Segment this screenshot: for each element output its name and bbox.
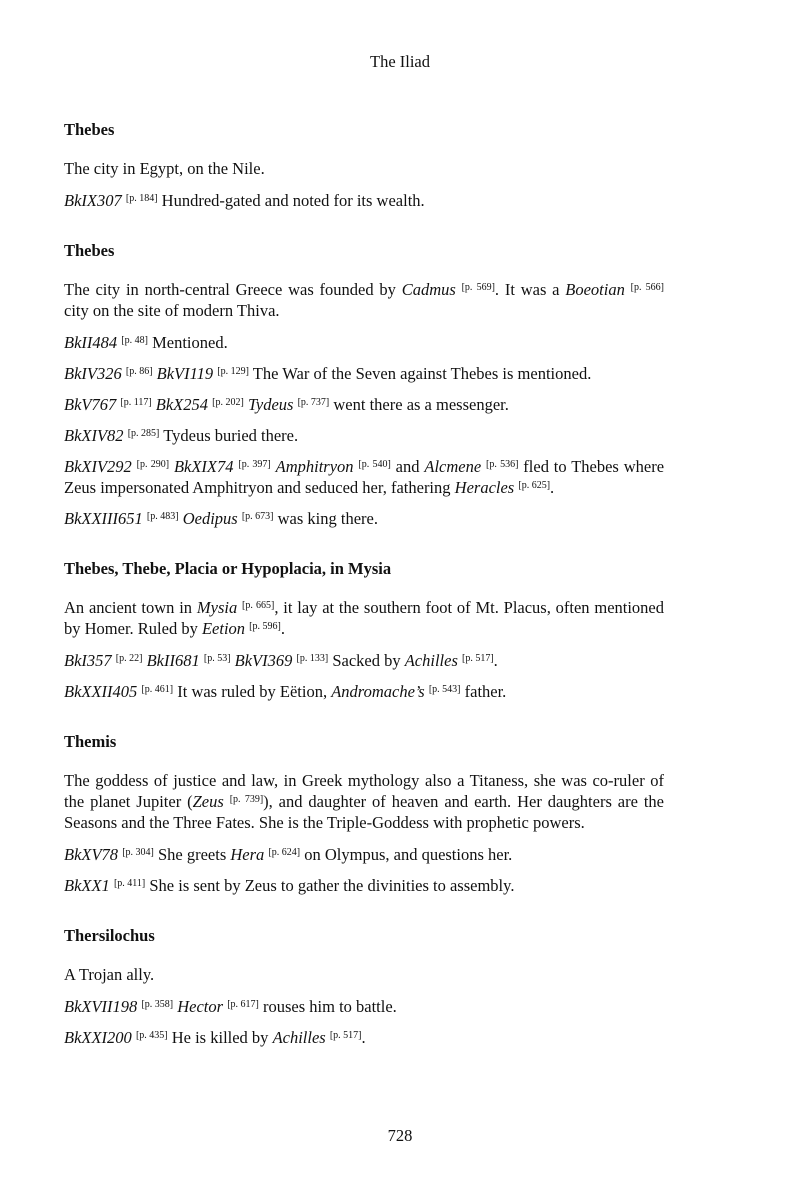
running-head: The Iliad: [369, 52, 430, 71]
book-reference[interactable]: BkX254: [155, 395, 209, 414]
book-reference[interactable]: BkXIV82: [64, 426, 124, 445]
reference-line: BkXIV82 [p. 285] Tydeus buried there.: [64, 426, 299, 445]
book-reference[interactable]: BkXX1: [64, 876, 110, 895]
reference-line: BkXXII405 [p. 461] It was ruled by Eëtion, Andromache’s [p. 543] father.: [64, 682, 507, 701]
page-reference[interactable]: [p. 285]: [127, 428, 160, 439]
entry-description: An ancient town in Mysia [p. 665], it lay at the southern foot of Mt. Placus, often mentioned by Homer. Ruled by Eetion [p. 596].: [64, 598, 665, 638]
cross-reference-link[interactable]: Alcmene: [424, 457, 482, 476]
page-reference[interactable]: [p. 435]: [135, 1030, 168, 1041]
page-reference[interactable]: [p. 86]: [125, 366, 153, 377]
cross-reference-link[interactable]: Mysia: [196, 598, 238, 617]
page-reference[interactable]: [p. 48]: [121, 335, 148, 346]
reference-line: BkXXI200 [p. 435] He is killed by Achilles [p. 517].: [64, 1028, 366, 1047]
book-reference[interactable]: BkI357: [64, 651, 112, 670]
page-reference[interactable]: [p. 22]: [115, 653, 143, 664]
page-reference[interactable]: [p. 129]: [217, 366, 249, 377]
page-reference[interactable]: [p. 53]: [203, 653, 231, 664]
cross-reference-link[interactable]: Oedipus: [182, 509, 238, 528]
book-reference[interactable]: BkVI119: [156, 364, 214, 383]
cross-reference-link[interactable]: Hera: [230, 845, 265, 864]
page-reference[interactable]: [p. 517]: [329, 1030, 362, 1041]
page-reference[interactable]: [p. 737]: [297, 397, 330, 408]
glossary-content: [64, 120, 664, 1078]
reference-line: BkXX1 [p. 411] She is sent by Zeus to gather the divinities to assembly.: [64, 876, 515, 895]
entry-thebes-egypt: [64, 120, 664, 211]
cross-reference-link[interactable]: Tydeus: [247, 395, 294, 414]
entry-title: Thebes, Thebe, Placia or Hypoplacia, in Mysia: [64, 559, 392, 578]
page-reference[interactable]: [p. 397]: [238, 459, 271, 470]
entry-title: Thebes: [64, 241, 115, 260]
page-reference[interactable]: [p. 517]: [462, 653, 494, 664]
page-reference[interactable]: [p. 596]: [249, 621, 281, 632]
book-reference[interactable]: BkXXII405: [64, 682, 138, 701]
cross-reference-link[interactable]: Zeus: [192, 792, 224, 811]
page-reference[interactable]: [p. 290]: [136, 459, 170, 470]
page-reference[interactable]: [p. 184]: [125, 193, 158, 204]
cross-reference-link[interactable]: Hector: [177, 997, 224, 1016]
book-reference[interactable]: BkXV78: [64, 845, 119, 864]
page-reference[interactable]: [p. 536]: [486, 459, 519, 470]
page-reference[interactable]: [p. 461]: [141, 684, 174, 695]
cross-reference-link[interactable]: Amphitryon: [275, 457, 354, 476]
cross-reference-link[interactable]: Achilles: [272, 1028, 326, 1047]
book-reference[interactable]: BkXXI200: [64, 1028, 132, 1047]
page-reference[interactable]: [p. 624]: [268, 847, 301, 858]
entry-title: Themis: [64, 732, 117, 751]
page-reference[interactable]: [p. 483]: [146, 511, 179, 522]
reference-line: BkV767 [p. 117] BkX254 [p. 202] Tydeus [p. 737] went there as a messenger.: [64, 395, 509, 414]
reference-line: BkII484 [p. 48] Mentioned.: [64, 333, 228, 352]
page-reference[interactable]: [p. 304]: [122, 847, 154, 858]
book-reference[interactable]: BkII681: [146, 651, 200, 670]
entry-title: Thebes: [64, 120, 115, 139]
entry-description: A Trojan ally.: [64, 965, 155, 984]
cross-reference-link[interactable]: Cadmus: [401, 280, 456, 299]
book-reference[interactable]: BkXXIII651: [64, 509, 143, 528]
book-reference[interactable]: BkXIX74: [173, 457, 234, 476]
cross-reference-link[interactable]: Boeotian: [565, 280, 625, 299]
page-reference[interactable]: [p. 117]: [120, 397, 152, 408]
reference-line: BkXXIII651 [p. 483] Oedipus [p. 673] was king there.: [64, 509, 378, 528]
entry-title: Thersilochus: [64, 926, 155, 945]
entry-description: The city in Egypt, on the Nile.: [64, 159, 265, 178]
entry-thebes-mysia: [64, 559, 664, 702]
page-reference[interactable]: [p. 617]: [227, 999, 259, 1010]
reference-line: BkIX307 [p. 184] Hundred-gated and noted for its wealth.: [64, 191, 425, 210]
page-reference[interactable]: [p. 543]: [428, 684, 461, 695]
page-reference[interactable]: [p. 133]: [296, 653, 329, 664]
reference-line: BkXV78 [p. 304] She greets Hera [p. 624] on Olympus, and questions her.: [64, 845, 513, 864]
page-reference[interactable]: [p. 202]: [212, 397, 244, 408]
book-reference[interactable]: BkV767: [64, 395, 117, 414]
page-reference[interactable]: [p. 673]: [241, 511, 274, 522]
cross-reference-link[interactable]: Achilles: [404, 651, 458, 670]
page-reference[interactable]: [p. 739]: [229, 794, 264, 805]
entry-thebes-greece: [64, 241, 664, 529]
entry-thersilochus: [64, 926, 664, 1048]
book-reference[interactable]: BkVI369: [234, 651, 293, 670]
book-reference[interactable]: BkIV326: [64, 364, 122, 383]
page-reference[interactable]: [p. 358]: [141, 999, 174, 1010]
page-reference[interactable]: [p. 625]: [518, 480, 551, 491]
entry-description: The goddess of justice and law, in Greek mythology also a Titaness, she was co-ruler of the planet Jupiter (Zeus [p. 739]), and daughter of heaven and earth. Her daughters are the Seasons and the Three Fates. She is the Triple-Goddess with prophetic powers.: [64, 771, 664, 832]
page-reference[interactable]: [p. 665]: [242, 600, 275, 611]
page-reference[interactable]: [p. 569]: [461, 282, 495, 293]
entry-description: The city in north-central Greece was founded by Cadmus [p. 569]. It was a Boeotian [p. 566] city on the site of modern Thiva.: [64, 280, 664, 320]
page-reference[interactable]: [p. 411]: [113, 878, 146, 889]
reference-line: BkXVII198 [p. 358] Hector [p. 617] rouses him to battle.: [64, 997, 397, 1016]
cross-reference-link[interactable]: Heracles: [454, 478, 515, 497]
reference-line: BkXIV292 [p. 290] BkXIX74 [p. 397] Amphitryon [p. 540] and Alcmene [p. 536] fled to Thebes where Zeus impersonated Amphitryon and seduced her, fathering Heracles [p. 625].: [64, 457, 665, 497]
book-reference[interactable]: BkII484: [64, 333, 118, 352]
page-reference[interactable]: [p. 566]: [630, 282, 664, 293]
book-reference[interactable]: BkXIV292: [64, 457, 132, 476]
reference-line: BkI357 [p. 22] BkII681 [p. 53] BkVI369 [p. 133] Sacked by Achilles [p. 517].: [64, 651, 498, 670]
entry-themis: [64, 732, 664, 896]
page-number: 728: [387, 1126, 413, 1145]
reference-line: BkIV326 [p. 86] BkVI119 [p. 129] The War of the Seven against Thebes is mentioned.: [64, 364, 592, 383]
cross-reference-link[interactable]: Eetion: [201, 619, 246, 638]
page-reference[interactable]: [p. 540]: [358, 459, 391, 470]
book-reference[interactable]: BkXVII198: [64, 997, 138, 1016]
cross-reference-link[interactable]: Andromache’s: [331, 682, 425, 701]
book-reference[interactable]: BkIX307: [64, 191, 122, 210]
